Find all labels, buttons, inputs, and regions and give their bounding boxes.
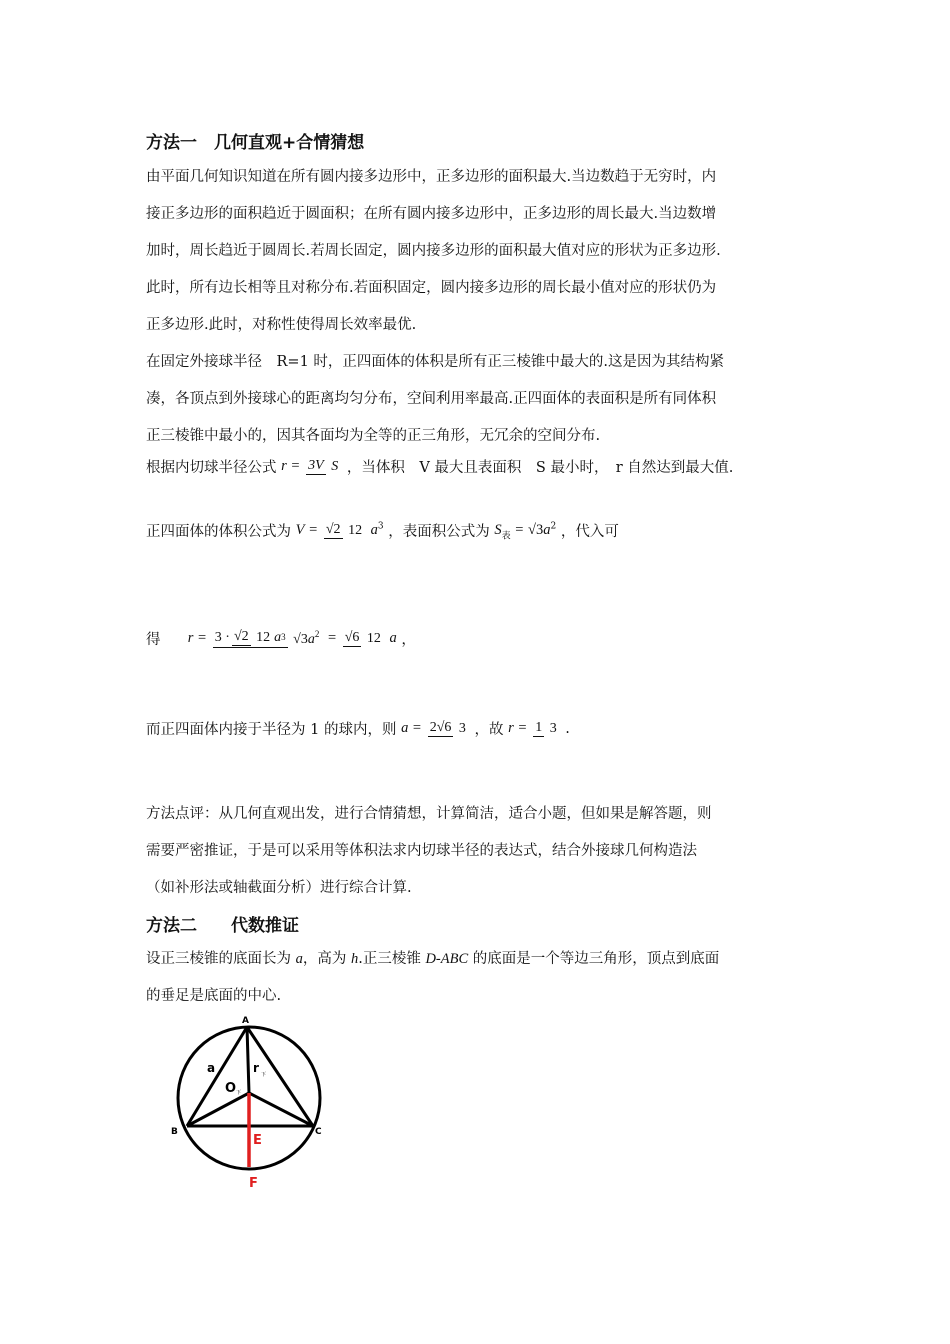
text-line: 此时，所有边长相等且对称分布.若面积固定，圆内接多边形的周长最小值对应的形状仍为 — [146, 280, 717, 296]
fraction-sqrt6-over-12: √6 12 — [344, 629, 381, 647]
text-line: 正多边形.此时，对称性使得周长效率最优. — [146, 317, 417, 333]
label-c-vertex: C — [315, 1127, 322, 1137]
text-line: 加时，周长趋近于圆周长.若周长固定，圆内接多边形的面积最大值对应的形状为正多边形. — [146, 243, 721, 259]
fraction-sqrt2-over-12: √2 12 — [325, 521, 363, 539]
compound-fraction: 3 · √2 12 a 3 $√3a^2$ — [214, 628, 320, 648]
formula-inradius: 根据内切球半径公式 r = 3V S ，当体积 V 最大且表面积 S 最小时， r 自然达到最大值. — [146, 457, 734, 476]
text-line: 接正多边形的面积趋近于圆面积；在所有圆内接多边形中，正多边形的周长最大.当边数增 — [146, 206, 717, 222]
formula-volume-surface: 正四面体的体积公式为 V = √2 12 $a^3$ ，表面积公式为 $S_表 = √3a^2$ ，代入可 — [146, 521, 619, 542]
radius-oa — [247, 1027, 249, 1093]
text-line: 凑，各顶点到外接球心的距离均匀分布，空间利用率最高.正四面体的表面积是所有同体积 — [146, 391, 717, 407]
tetrahedron-cross-section-figure — [165, 1012, 345, 1192]
text-line: 由平面几何知识知道在所有圆内接多边形中，正多边形的面积最大.当边数趋于无穷时，内 — [146, 169, 717, 185]
section1-heading: 方法一 几何直观+合情猜想 — [146, 133, 365, 153]
label-e: E — [253, 1133, 262, 1148]
fraction-3v-over-s: 3V S — [308, 457, 339, 475]
label-o-sub: 下 — [236, 1090, 242, 1096]
text-line: 的垂足是底面的中心. — [146, 988, 282, 1004]
formula-r-result: 得 r = 3 · √2 12 a 3 $√3a^2 = √6$ 12 a ， — [146, 628, 416, 648]
label-r: r — [253, 1061, 259, 1075]
text-line: 在固定外接球半径 R=1 时，正四面体的体积是所有正三棱锥中最大的.这是因为其结构紧 — [146, 354, 725, 370]
label-edge-a: a — [207, 1061, 216, 1075]
label-b-vertex: B — [171, 1127, 178, 1137]
section2-heading: 方法二 代数推证 — [146, 916, 299, 936]
label-f: F — [249, 1176, 258, 1191]
text-line: （如补形法或轴截面分析）进行综合计算. — [146, 880, 412, 896]
fraction-1-over-3: 1 3 — [535, 719, 557, 737]
text-line: 正三棱锥中最小的，因其各面均为全等的正三角形，无冗余的空间分布. — [146, 428, 601, 444]
label-a-vertex: A — [242, 1016, 249, 1026]
fraction-2sqrt6-over-3: 2√6 3 — [429, 719, 466, 737]
triangle-side-ac — [247, 1027, 313, 1126]
text-line: 需要严密推证，于是可以采用等体积法求内切球半径的表达式，结合外接球几何构造法 — [146, 843, 697, 859]
label-r-sub: 下 — [261, 1072, 267, 1078]
formula-edge-radius: 而正四面体内接于半径为 1 的球内，则 a = 2√6 3 ，故 r = 1 3 . — [146, 719, 570, 738]
label-o: O — [225, 1081, 237, 1096]
text-line: 方法点评：从几何直观出发，进行合情猜想，计算简洁，适合小题，但如果是解答题，则 — [146, 806, 712, 822]
text-line: 设正三棱锥的底面长为 a，高为 h.正三棱锥 D-ABC 的底面是一个等边三角形，顶点到底面 — [146, 951, 720, 967]
